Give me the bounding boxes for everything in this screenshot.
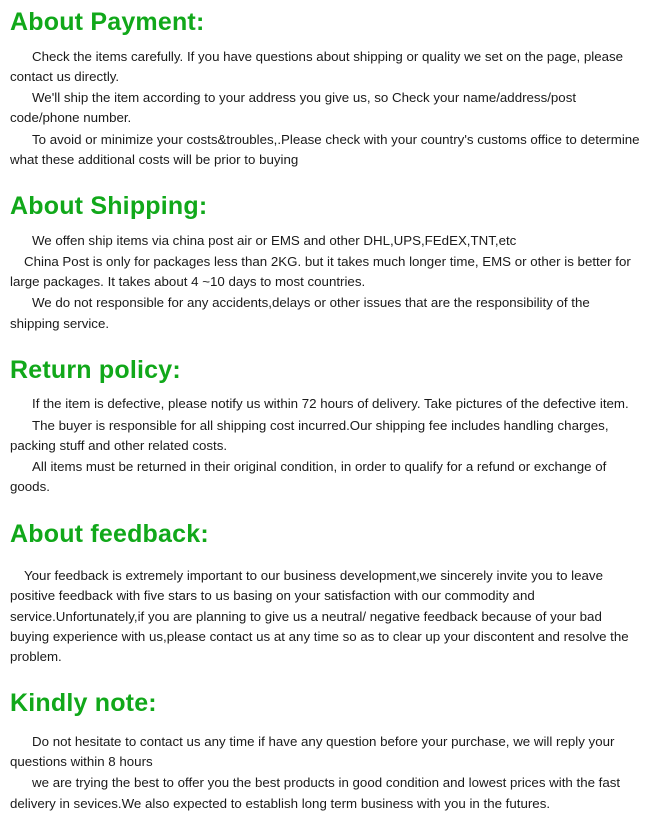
paragraph: Your feedback is extremely important to our business development,we sincerely invite you to leave positive feedback with five stars to us basing on your satisfaction with our commodity and service.Unfortunately,if you are planning to give us a neutral/ negative feedback because of your bad buying experience with us,please contact us at any time so as to clear up your discontent and resolve the problem. — [10, 568, 629, 665]
paragraph: We offen ship items via china post air or EMS and other DHL,UPS,FEdEX,TNT,etc — [32, 232, 517, 248]
section-heading-return-policy: Return policy: — [10, 355, 181, 384]
paragraph: All items must be returned in their original condition, in order to qualify for a refund or exchange of goods. — [10, 459, 607, 495]
paragraph: we are trying the best to offer you the best products in good condition and lowest prices with the fast delivery in sevices.We also expected to establish long term business with you in the futures. — [10, 775, 621, 811]
section-body-kindly-note — [10, 732, 642, 814]
section-about-shipping — [10, 192, 642, 334]
section-kindly-note — [10, 689, 642, 814]
paragraph: We do not responsible for any accidents,delays or other issues that are the responsibility of the shipping service. — [10, 295, 590, 331]
section-body-about-shipping — [10, 231, 642, 334]
section-heading-kindly-note: Kindly note: — [10, 689, 157, 718]
section-about-payment — [10, 8, 642, 170]
paragraph: The buyer is responsible for all shipping cost incurred.Our shipping fee includes handling charges, packing stuff and other related costs. — [10, 417, 609, 453]
section-return-policy — [10, 356, 642, 498]
paragraph: China Post is only for packages less than 2KG. but it takes much longer time, EMS or other is better for large packages. It takes about 4 ~10 days to most countries. — [10, 253, 631, 290]
section-body-about-payment — [10, 47, 642, 170]
section-about-feedback — [10, 520, 642, 668]
section-heading-about-payment: About Payment: — [10, 8, 205, 36]
section-body-about-feedback — [10, 566, 642, 667]
section-heading-about-feedback: About feedback: — [10, 519, 209, 548]
paragraph: Do not hesitate to contact us any time if have any question before your purchase, we will reply your questions within 8 hours — [10, 734, 615, 770]
paragraph: We'll ship the item according to your address you give us, so Check your name/address/post code/phone number. — [10, 90, 577, 126]
section-body-return-policy — [10, 394, 642, 497]
paragraph: If the item is defective, please notify us within 72 hours of delivery. Take pictures of the defective item. — [32, 396, 629, 412]
paragraph: Check the items carefully. If you have questions about shipping or quality we set on the page, please contact us directly. — [10, 48, 624, 84]
section-heading-about-shipping: About Shipping: — [10, 191, 208, 220]
paragraph: To avoid or minimize your costs&troubles,.Please check with your country's customs office to determine what these additional costs will be prior to buying — [10, 131, 640, 167]
